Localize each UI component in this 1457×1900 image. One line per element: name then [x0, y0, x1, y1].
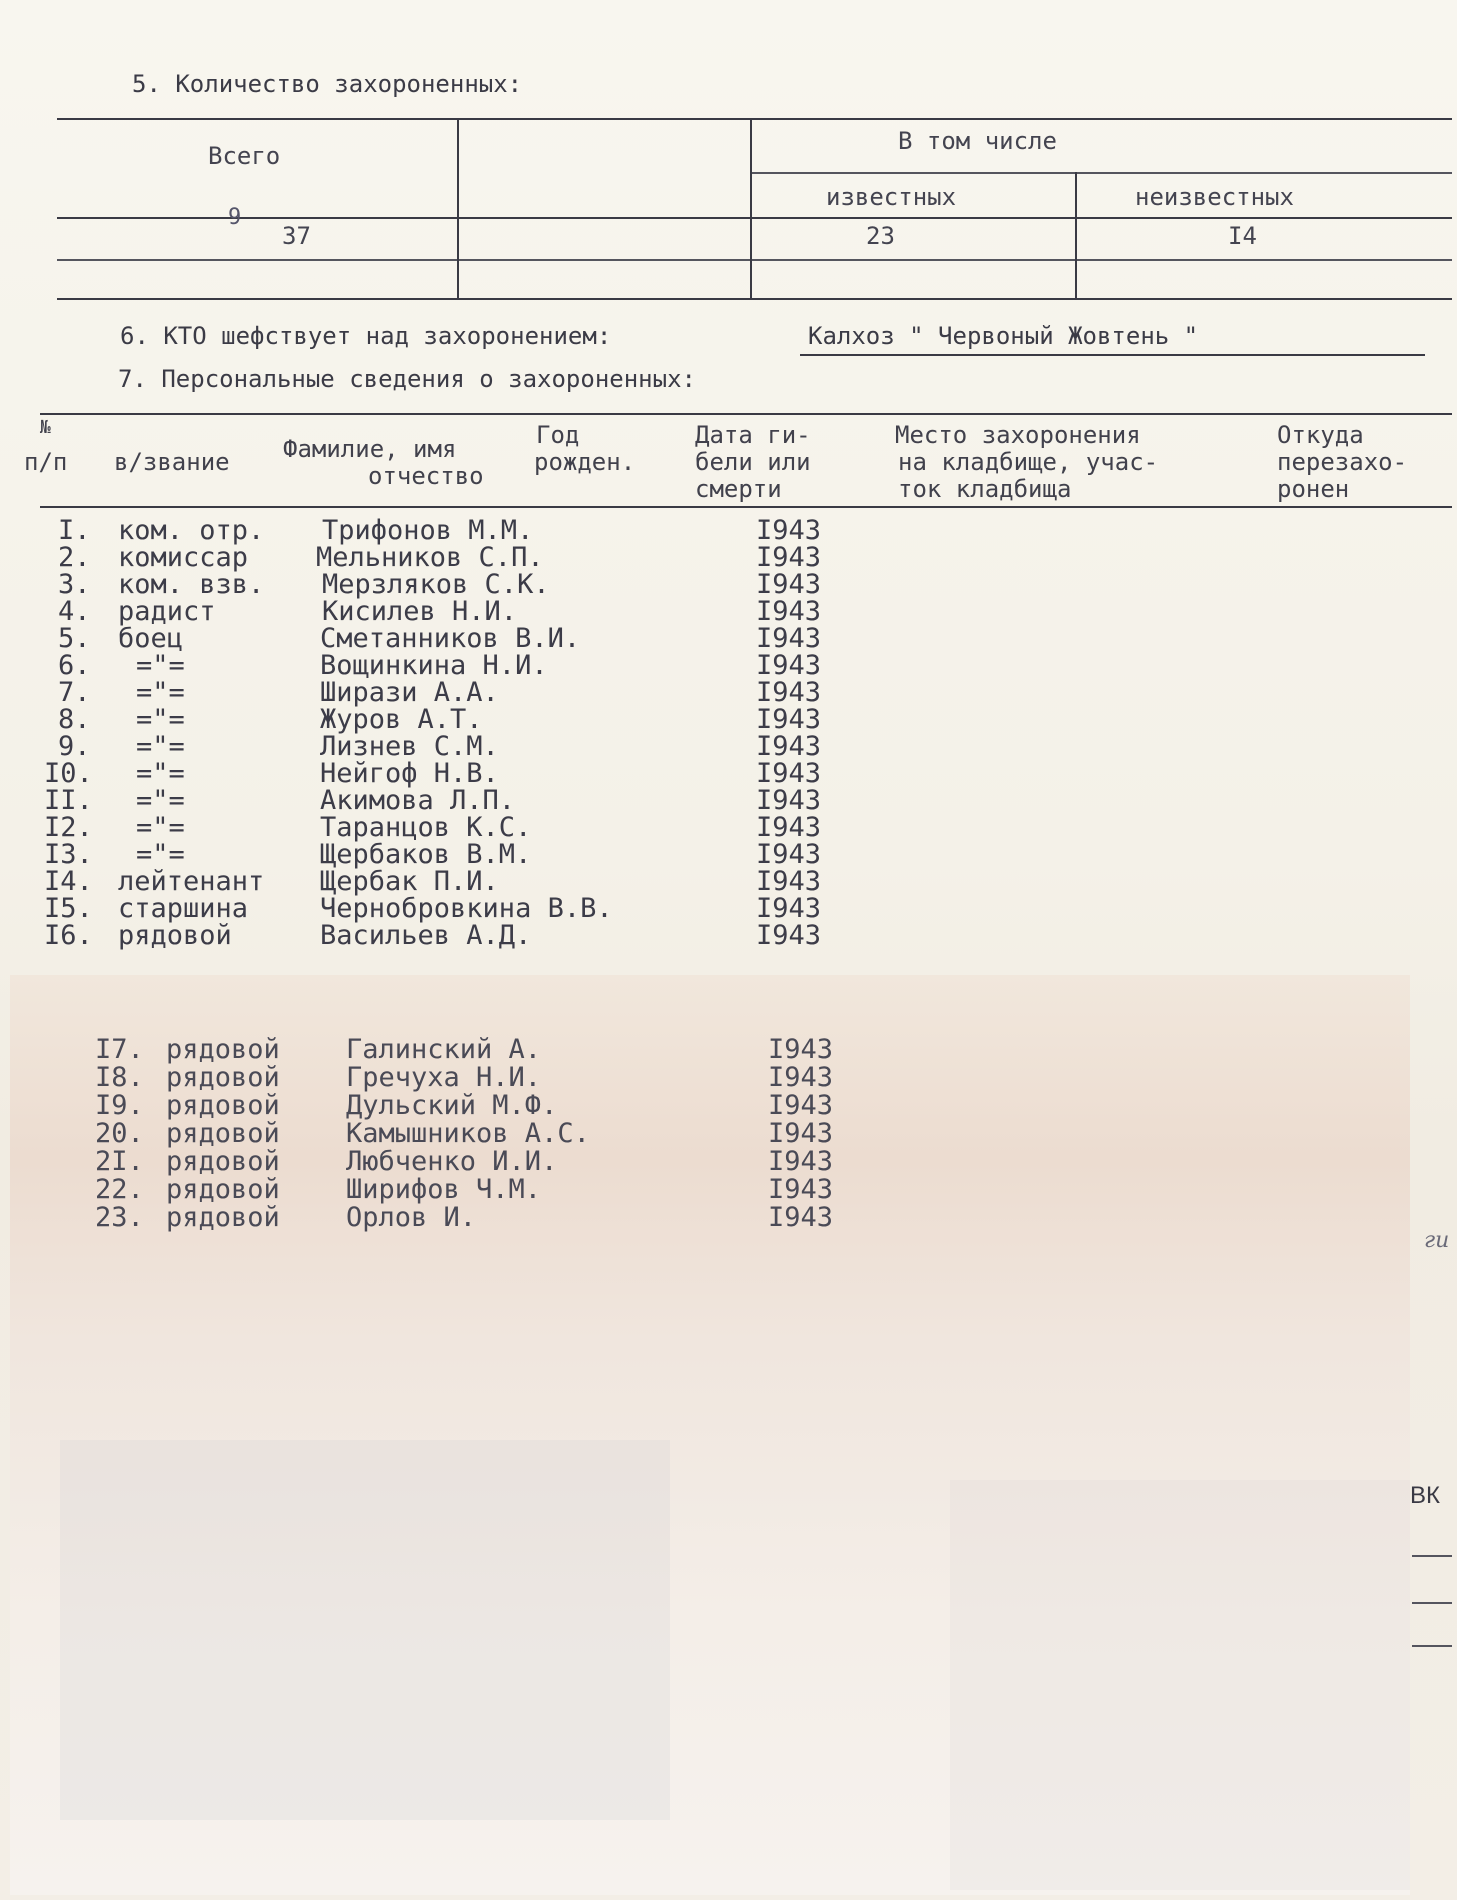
item-year: I943 [768, 1034, 834, 1065]
item-name: Ширифов Ч.М. [346, 1174, 542, 1205]
margin-fragment-vk: ВК [1410, 1482, 1440, 1509]
item-name: Нейгоф Н.В. [320, 758, 499, 789]
list-item [0, 679, 900, 706]
item-no: I. [58, 515, 91, 546]
list-item [0, 571, 900, 598]
item-year: I943 [756, 812, 822, 843]
item-rank: рядовой [166, 1034, 280, 1065]
item-year: I943 [768, 1118, 834, 1149]
item-year: I943 [756, 785, 822, 816]
item-year: I943 [756, 839, 822, 870]
table-col-divider-1 [457, 118, 459, 298]
item-name: Мерзляков С.К. [322, 569, 550, 600]
list-item [0, 814, 900, 841]
item-no: 4. [58, 596, 91, 627]
item-no: I8. [95, 1062, 144, 1093]
list-item [0, 1036, 900, 1063]
list-item [0, 1120, 900, 1147]
header-place-2: на кладбище, учас- [898, 448, 1159, 476]
item-year: I943 [768, 1202, 834, 1233]
section-7-heading: 7. Персональные сведения о захороненных: [118, 365, 696, 393]
item-no: 3. [58, 569, 91, 600]
header-from-2: перезахо- [1277, 448, 1408, 476]
item-name: Орлов И. [346, 1202, 477, 1233]
header-place-1: Место захоронения [895, 421, 1141, 449]
header-name-1: Фамилие, имя [283, 435, 457, 463]
header-no-symbol: № [40, 417, 51, 438]
item-rank: радист [118, 596, 216, 627]
item-name: Чернобровкина В.В. [320, 893, 613, 924]
header-from-3: ронен [1277, 475, 1350, 503]
item-rank: ="= [136, 839, 185, 870]
item-no: I6. [44, 920, 93, 951]
item-year: I943 [768, 1062, 834, 1093]
list-item [0, 760, 900, 787]
patron-underline [800, 354, 1425, 356]
item-rank: ="= [136, 677, 185, 708]
item-rank: рядовой [166, 1146, 280, 1177]
item-no: I3. [44, 839, 93, 870]
total-correction-mark: 9 [228, 205, 242, 230]
item-name: Таранцов К.С. [320, 812, 532, 843]
item-rank: ком. взв. [118, 569, 265, 600]
item-no: 9. [58, 731, 91, 762]
item-name: Мельников С.П. [316, 542, 544, 573]
list-item [0, 544, 900, 571]
item-year: I943 [756, 893, 822, 924]
list-top-border [40, 413, 1452, 415]
header-no: п/п [24, 448, 68, 476]
list-item [0, 1204, 900, 1231]
item-name: Щербак П.И. [320, 866, 499, 897]
item-year: I943 [756, 515, 822, 546]
header-rank: в/звание [114, 448, 230, 476]
list-item [0, 733, 900, 760]
item-rank: рядовой [118, 920, 232, 951]
list-item [0, 598, 900, 625]
item-year: I943 [756, 866, 822, 897]
item-name: Лизнев С.М. [320, 731, 499, 762]
item-name: Вощинкина Н.И. [320, 650, 548, 681]
item-name: Акимова Л.П. [320, 785, 516, 816]
item-no: I2. [44, 812, 93, 843]
table-header-bottom-line [57, 217, 1452, 219]
item-rank: рядовой [166, 1202, 280, 1233]
section-6-label: 6. КТО шефствует над захоронением: [120, 322, 612, 350]
header-birth-1: Год [536, 421, 580, 449]
item-rank: старшина [118, 893, 249, 924]
item-rank: ="= [136, 704, 185, 735]
item-rank: комиссар [118, 542, 249, 573]
table-bottom-border [57, 298, 1452, 300]
item-rank: ="= [136, 758, 185, 789]
item-name: Гречуха Н.И. [346, 1062, 542, 1093]
item-rank: ="= [136, 785, 185, 816]
item-year: I943 [756, 569, 822, 600]
margin-handwritten-fragment: ги [1424, 1228, 1450, 1253]
item-rank: рядовой [166, 1062, 280, 1093]
faint-bleedthrough-right [950, 1480, 1410, 1890]
list-item [0, 1176, 900, 1203]
item-rank: ком. отр. [118, 515, 265, 546]
list-item [0, 1148, 900, 1175]
list-item [0, 1064, 900, 1091]
table-subheader-line [750, 172, 1452, 174]
item-name: Дульский М.Ф. [346, 1090, 558, 1121]
list-item [0, 625, 900, 652]
item-no: 23. [95, 1202, 144, 1233]
table-col-divider-3 [1075, 172, 1077, 298]
header-death-1: Дата ги- [695, 421, 811, 449]
item-name: Любченко И.И. [346, 1146, 558, 1177]
table-col-divider-2 [750, 118, 752, 298]
item-year: I943 [756, 704, 822, 735]
item-name: Журов А.Т. [320, 704, 483, 735]
item-year: I943 [756, 758, 822, 789]
total-value: 37 [282, 222, 311, 250]
known-value: 23 [866, 222, 895, 250]
item-no: 5. [58, 623, 91, 654]
item-no: I4. [44, 866, 93, 897]
list-item [0, 1092, 900, 1119]
header-death-3: смерти [695, 475, 782, 503]
margin-line-1 [1412, 1555, 1452, 1557]
item-no: I0. [44, 758, 93, 789]
table-top-border [57, 118, 1452, 120]
item-year: I943 [768, 1174, 834, 1205]
item-year: I943 [756, 677, 822, 708]
item-no: 6. [58, 650, 91, 681]
item-name: Трифонов М.М. [322, 515, 534, 546]
item-year: I943 [768, 1090, 834, 1121]
table-row-line [57, 259, 1452, 261]
item-rank: рядовой [166, 1174, 280, 1205]
item-no: I9. [95, 1090, 144, 1121]
patron-value: Калхоз " Червоный Жовтень " [808, 322, 1199, 350]
list-item [0, 868, 900, 895]
item-rank: ="= [136, 731, 185, 762]
item-year: I943 [756, 731, 822, 762]
list-item [0, 706, 900, 733]
item-name: Сметанников В.И. [320, 623, 581, 654]
header-from-1: Откуда [1277, 421, 1364, 449]
list-item [0, 652, 900, 679]
item-name: Щербаков В.М. [320, 839, 532, 870]
section-5-heading: 5. Количество захороненных: [132, 70, 523, 98]
item-year: I943 [756, 650, 822, 681]
col-total-header: Всего [208, 142, 281, 170]
item-rank: ="= [136, 812, 185, 843]
item-no: II. [44, 785, 93, 816]
item-rank: ="= [136, 650, 185, 681]
list-item [0, 895, 900, 922]
header-birth-2: рожден. [534, 448, 636, 476]
item-year: I943 [756, 920, 822, 951]
item-no: I5. [44, 893, 93, 924]
list-header-bottom-line [40, 506, 1452, 508]
item-no: I7. [95, 1034, 144, 1065]
item-year: I943 [756, 542, 822, 573]
item-name: Галинский А. [346, 1034, 542, 1065]
item-no: 2I. [95, 1146, 144, 1177]
list-item [0, 787, 900, 814]
item-year: I943 [768, 1146, 834, 1177]
col-known-header: известных [826, 183, 957, 211]
list-item [0, 922, 900, 949]
unknown-value: I4 [1228, 222, 1257, 250]
margin-line-2 [1412, 1602, 1452, 1604]
col-including-header: В том числе [898, 127, 1057, 155]
item-no: 20. [95, 1118, 144, 1149]
item-rank: лейтенант [118, 866, 265, 897]
item-rank: боец [118, 623, 184, 654]
item-no: 22. [95, 1174, 144, 1205]
item-no: 8. [58, 704, 91, 735]
item-no: 2. [58, 542, 91, 573]
header-place-3: ток кладбища [898, 475, 1072, 503]
item-name: Ширази А.А. [320, 677, 499, 708]
item-year: I943 [756, 623, 822, 654]
margin-line-3 [1412, 1645, 1452, 1647]
faint-bleedthrough-left [60, 1440, 670, 1820]
list-item [0, 841, 900, 868]
item-rank: рядовой [166, 1090, 280, 1121]
item-name: Кисилев Н.И. [322, 596, 518, 627]
item-year: I943 [756, 596, 822, 627]
item-name: Камышников А.С. [346, 1118, 590, 1149]
item-name: Васильев А.Д. [320, 920, 532, 951]
list-item [0, 517, 900, 544]
col-unknown-header: неизвестных [1135, 183, 1294, 211]
header-death-2: бели или [695, 448, 811, 476]
item-no: 7. [58, 677, 91, 708]
header-name-2: отчество [368, 462, 484, 490]
item-rank: рядовой [166, 1118, 280, 1149]
